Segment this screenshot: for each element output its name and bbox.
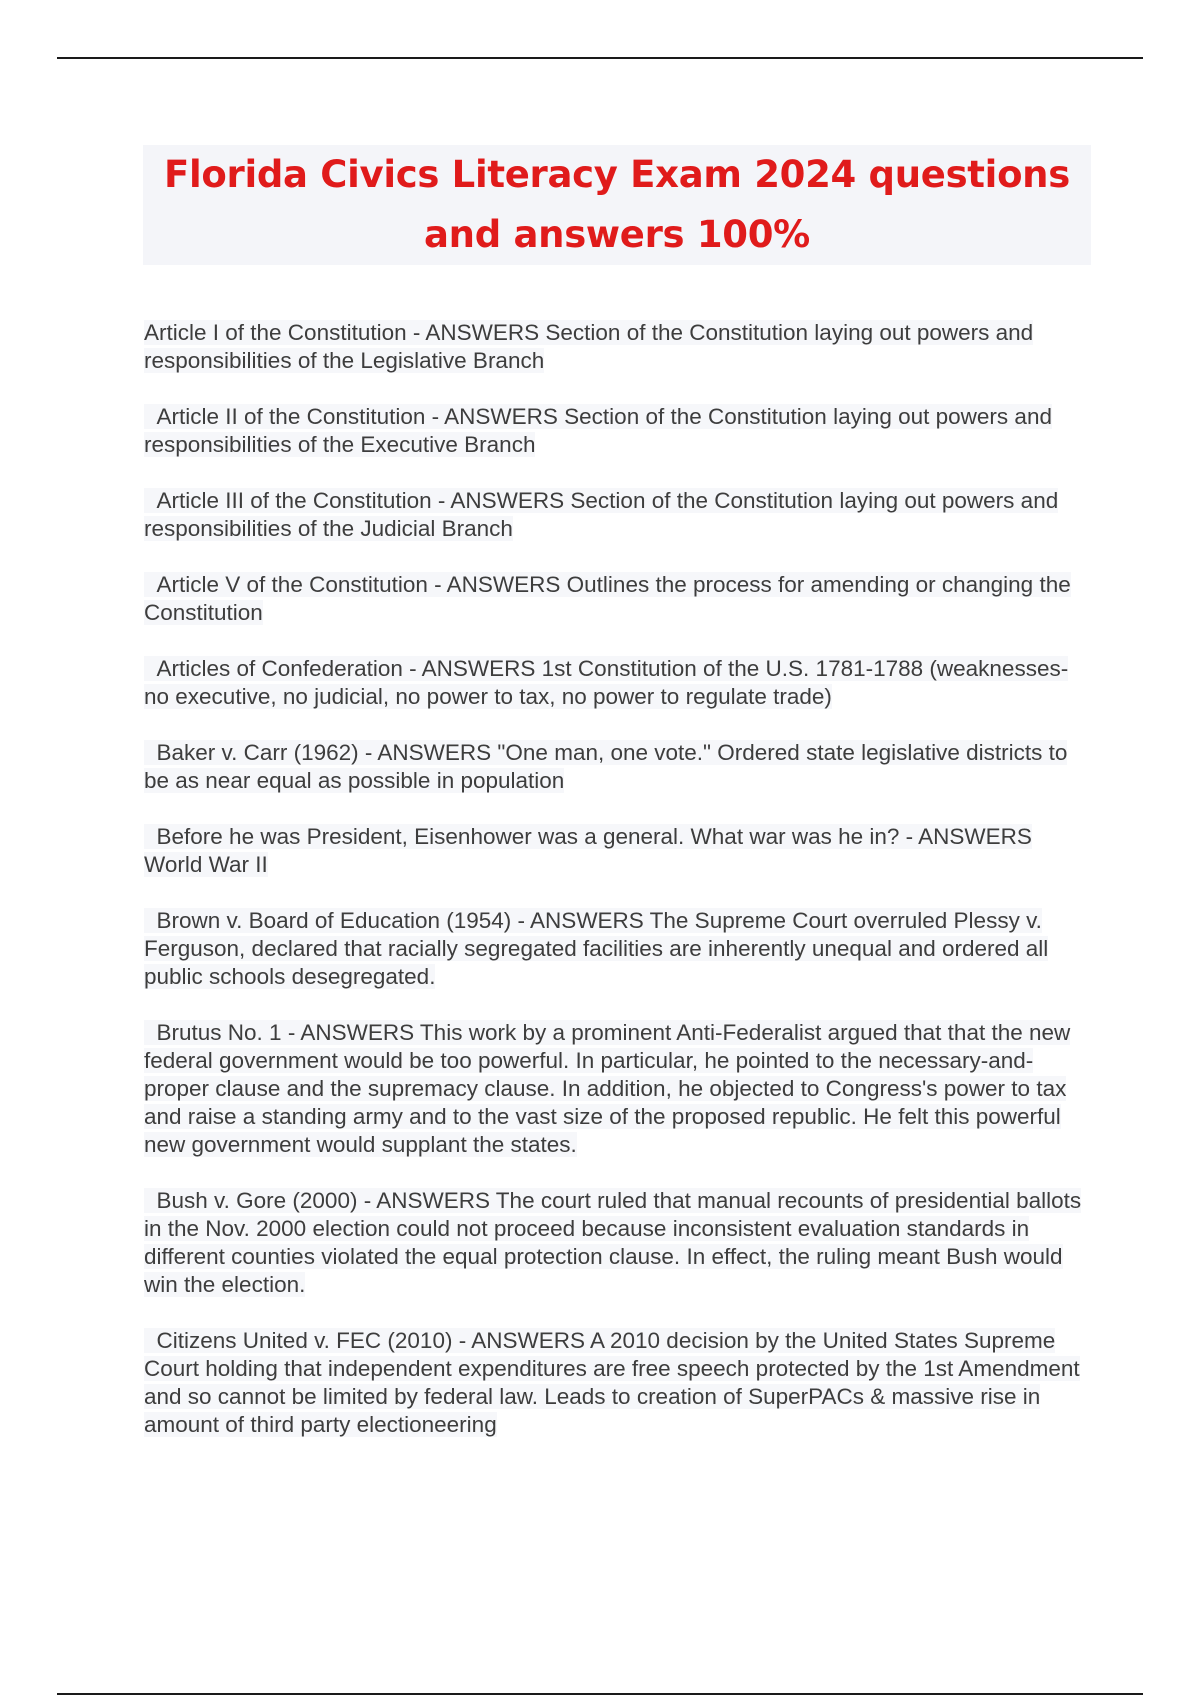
qa-item-text: Article V of the Constitution - ANSWERS Outlines the process for amending or changing the Constitution	[144, 572, 1071, 625]
qa-item-text: Citizens United v. FEC (2010) - ANSWERS A 2010 decision by the United States Supreme Court holding that independent expenditures are free speech protected by the 1st Amendment and so cannot be limited by federal law. Leads to creation of SuperPACs & massive rise in amount of third party electioneering	[144, 1328, 1080, 1437]
qa-item-bush-v-gore	[144, 1187, 1084, 1299]
qa-item-article-2	[144, 403, 1084, 459]
qa-item-text: Before he was President, Eisenhower was a general. What war was he in? - ANSWERS World War II	[144, 824, 1032, 877]
qa-item-citizens-united	[144, 1327, 1084, 1439]
title-banner	[143, 145, 1091, 265]
qa-item-baker-v-carr	[144, 739, 1084, 795]
qa-item-article-1	[144, 319, 1084, 375]
qa-item-article-3	[144, 487, 1084, 543]
qa-item-brown-v-board	[144, 907, 1084, 991]
qa-item-text: Article I of the Constitution - ANSWERS Section of the Constitution laying out powers and responsibilities of the Legislative Branch	[144, 320, 1034, 373]
qa-item-text: Article III of the Constitution - ANSWERS Section of the Constitution laying out powers and responsibilities of the Judicial Branch	[144, 488, 1059, 541]
qa-item-text: Articles of Confederation - ANSWERS 1st Constitution of the U.S. 1781-1788 (weaknesses-no executive, no judicial, no power to tax, no power to regulate trade)	[144, 656, 1069, 709]
qa-item-text: Brown v. Board of Education (1954) - ANSWERS The Supreme Court overruled Plessy v. Ferguson, declared that racially segregated facilities are inherently unequal and ordered all public schools desegregated.	[144, 908, 1049, 989]
qa-item-text: Article II of the Constitution - ANSWERS Section of the Constitution laying out powers and responsibilities of the Executive Branch	[144, 404, 1052, 457]
qa-item-text: Bush v. Gore (2000) - ANSWERS The court ruled that manual recounts of presidential ballots in the Nov. 2000 election could not proceed because inconsistent evaluation standards in different counties violated the equal protection clause. In effect, the ruling meant Bush would win the election.	[144, 1188, 1082, 1297]
qa-item-eisenhower	[144, 823, 1084, 879]
qa-item-article-5	[144, 571, 1084, 627]
footer-rule	[57, 1693, 1143, 1695]
qa-list	[144, 319, 1084, 1467]
qa-item-brutus-no-1	[144, 1019, 1084, 1159]
document-title: Florida Civics Literacy Exam 2024 questions and answers 100%	[164, 153, 1070, 256]
header-rule	[57, 57, 1143, 59]
qa-item-text: Baker v. Carr (1962) - ANSWERS "One man, one vote." Ordered state legislative districts to be as near equal as possible in population	[144, 740, 1068, 793]
qa-item-text: Brutus No. 1 - ANSWERS This work by a prominent Anti-Federalist argued that that the new federal government would be too powerful. In particular, he pointed to the necessary-and-proper clause and the supremacy clause. In addition, he objected to Congress's power to tax and raise a standing army and to the vast size of the proposed republic. He felt this powerful new government would supplant the states.	[144, 1020, 1071, 1157]
qa-item-articles-of-confederation	[144, 655, 1084, 711]
